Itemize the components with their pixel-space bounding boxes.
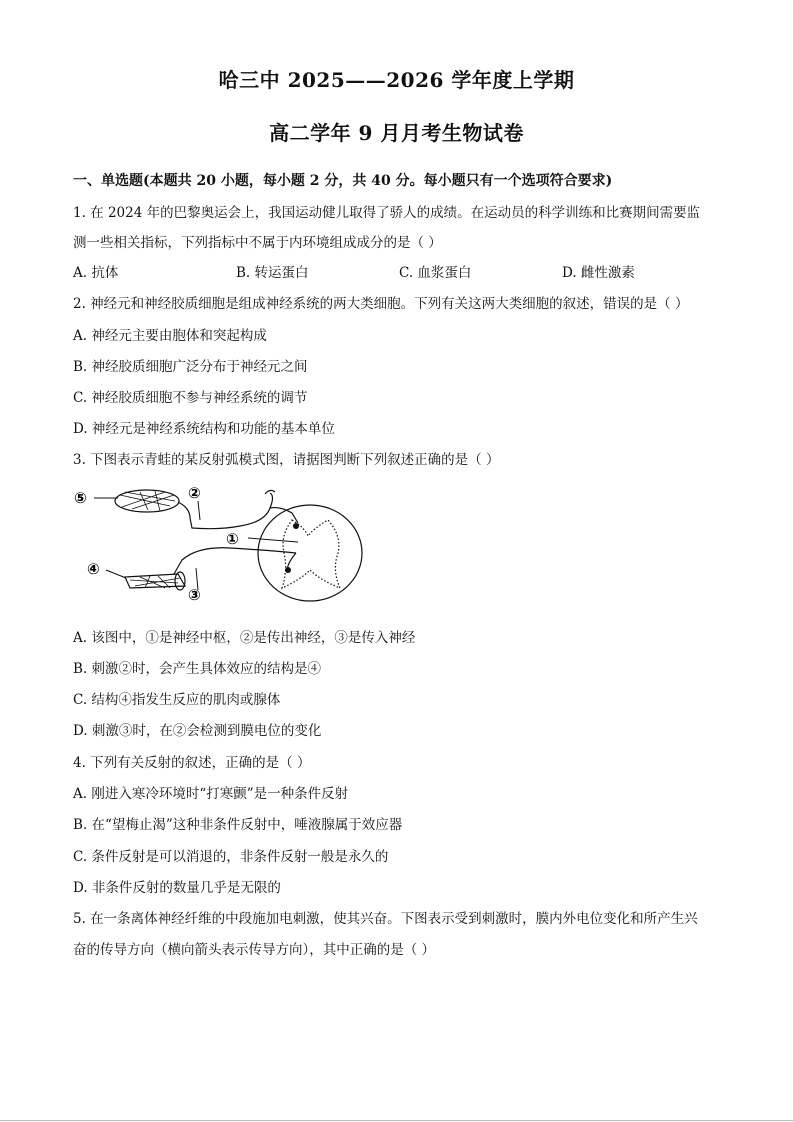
- figure-label-5: ⑤: [74, 489, 87, 507]
- q1-stem-line2: 测一些相关指标，下列指标中不属于内环境组成成分的是（ ）: [73, 235, 442, 251]
- q2-option-d: D. 神经元是神经系统结构和功能的基本单位: [73, 421, 335, 437]
- exam-subtitle: 高二学年 9 月月考生物试卷: [269, 121, 524, 145]
- synapse-dot-upper: [293, 523, 299, 529]
- q2-option-c: C. 神经胶质细胞不参与神经系统的调节: [73, 390, 308, 406]
- q2-option-a: A. 神经元主要由胞体和突起构成: [73, 328, 267, 344]
- page-bottom-rule: [0, 1120, 793, 1121]
- figure-label-3: ③: [188, 586, 201, 604]
- q2-option-b: B. 神经胶质细胞广泛分布于神经元之间: [73, 359, 308, 375]
- q4-option-d: D. 非条件反射的数量几乎是无限的: [73, 880, 281, 896]
- q1-option-d: D. 雌性激素: [562, 265, 635, 281]
- synapse-dot-lower: [285, 567, 291, 573]
- q3-option-b: B. 刺激②时，会产生具体效应的结构是④: [73, 661, 322, 677]
- exam-title: 哈三中 2025——2026 学年度上学期: [218, 68, 575, 92]
- q3-option-c: C. 结构④指发生反应的肌肉或腺体: [73, 692, 281, 708]
- q5-stem-line1: 5. 在一条离体神经纤维的中段施加电刺激，使其兴奋。下图表示受到刺激时，膜内外电位变化和所产生兴: [73, 911, 698, 927]
- figure-label-1: ①: [226, 530, 239, 548]
- q4-option-b: B. 在“望梅止渴”这种非条件反射中，唾液腺属于效应器: [73, 817, 403, 833]
- figure-label-2: ②: [188, 484, 201, 502]
- q3-option-d: D. 刺激③时，在②会检测到膜电位的变化: [73, 723, 322, 739]
- q1-option-a: A. 抗体: [73, 265, 119, 281]
- q1-option-b: B. 转运蛋白: [236, 265, 309, 281]
- q2-stem: 2. 神经元和神经胶质细胞是组成神经系统的两大类细胞。下列有关这两大类细胞的叙述，错误的是（ ）: [73, 296, 689, 312]
- reflex-arc-figure: [70, 478, 370, 608]
- q5-stem-line2: 奋的传导方向（横向箭头表示传导方向），其中正确的是（ ）: [73, 942, 436, 958]
- q1-option-c: C. 血浆蛋白: [399, 265, 472, 281]
- q1-stem-line1: 1. 在 2024 年的巴黎奥运会上，我国运动健儿取得了骄人的成绩。在运动员的科学训练和比赛期间需要监: [73, 205, 701, 221]
- q4-option-c: C. 条件反射是可以消退的，非条件反射一般是永久的: [73, 849, 389, 865]
- q3-option-a: A. 该图中，①是神经中枢，②是传出神经，③是传入神经: [73, 630, 416, 646]
- spinal-cord: [258, 505, 362, 601]
- q4-option-a: A. 刚进入寒冷环境时“打寒颤”是一种条件反射: [73, 786, 349, 802]
- section-heading: 一、单选题(本题共 20 小题，每小题 2 分，共 40 分。每小题只有一个选项符合要求): [73, 173, 613, 189]
- q3-stem: 3. 下图表示青蛙的某反射弧模式图，请据图判断下列叙述正确的是（ ）: [73, 452, 500, 468]
- figure-label-4: ④: [87, 560, 100, 578]
- q4-stem: 4. 下列有关反射的叙述，正确的是（ ）: [73, 755, 311, 771]
